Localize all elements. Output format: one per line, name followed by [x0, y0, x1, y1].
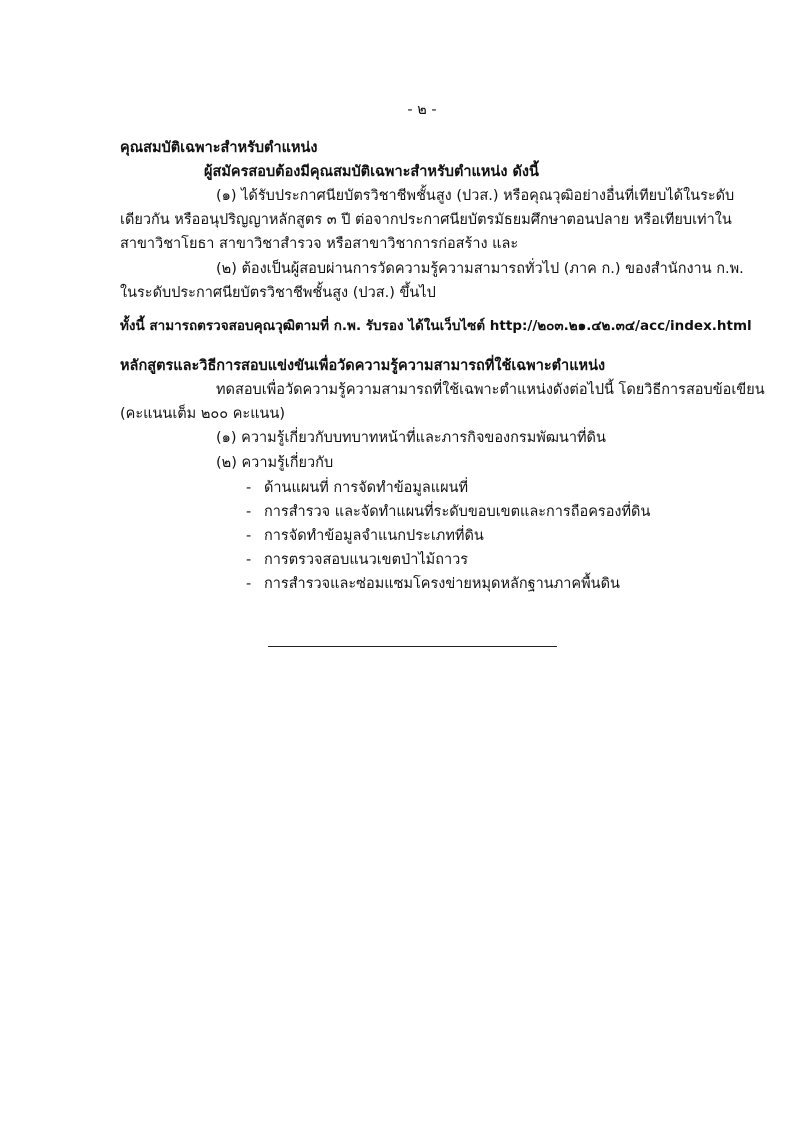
bullet-item: การสำรวจ และจัดทำแผนที่ระดับขอบเขตและการถือครองที่ดิน	[264, 504, 651, 520]
curriculum-intro-line-1: ทดสอบเพื่อวัดความรู้ความสามารถที่ใช้เฉพาะตำแหน่งดังต่อไปนี้ โดยวิธีการสอบข้อเขียน	[216, 382, 765, 398]
qualification-item-1-line-2: เดียวกัน หรืออนุปริญญาหลักสูตร ๓ ปี ต่อจากประกาศนียบัตรมัธยมศึกษาตอนปลาย หรือเทียบเท่าใน	[120, 212, 732, 228]
bullet-item: ด้านแผนที่ การจัดทำข้อมูลแผนที่	[264, 480, 469, 496]
qualification-item-2-line-1: (๒) ต้องเป็นผู้สอบผ่านการวัดความรู้ความสามารถทั่วไป (ภาค ก.) ของสำนักงาน ก.พ.	[216, 261, 744, 277]
bullet-item: การจัดทำข้อมูลจำแนกประเภทที่ดิน	[264, 528, 484, 544]
qualification-item-1-line-1: (๑) ได้รับประกาศนียบัตรวิชาชีพชั้นสูง (ปวส.) หรือคุณวุฒิอย่างอื่นที่เทียบได้ในระดับ	[216, 188, 735, 204]
qualifications-note: ทั้งนี้ สามารถตรวจสอบคุณวุฒิตามที่ ก.พ. รับรอง ได้ในเว็บไซต์ http://๒๐๓.๒๑.๔๒.๓๔/acc/index.html	[120, 318, 752, 334]
bullet-marker: -	[246, 504, 252, 520]
bullet-item: การสำรวจและซ่อมแซมโครงข่ายหมุดหลักฐานภาคพื้นดิน	[264, 576, 620, 592]
qualifications-heading: คุณสมบัติเฉพาะสำหรับตำแหน่ง	[120, 140, 318, 156]
curriculum-heading: หลักสูตรและวิธีการสอบแข่งขันเพื่อวัดความรู้ความสามารถที่ใช้เฉพาะตำแหน่ง	[120, 358, 606, 374]
bullet-item: การตรวจสอบแนวเขตป่าไม้ถาวร	[264, 552, 469, 568]
bullet-marker: -	[246, 480, 252, 496]
bullet-marker: -	[246, 576, 252, 592]
curriculum-item-2: (๒) ความรู้เกี่ยวกับ	[216, 455, 334, 471]
qualification-item-1-line-3: สาขาวิชาโยธา สาขาวิชาสำรวจ หรือสาขาวิชาการก่อสร้าง และ	[120, 236, 519, 252]
curriculum-item-1: (๑) ความรู้เกี่ยวกับบทบาทหน้าที่และภารกิจของกรมพัฒนาที่ดิน	[216, 430, 606, 446]
curriculum-intro-line-2: (คะแนนเต็ม ๒๐๐ คะแนน)	[120, 406, 286, 422]
bullet-marker: -	[246, 552, 252, 568]
qualification-item-2-line-2: ในระดับประกาศนียบัตรวิชาชีพชั้นสูง (ปวส.) ขึ้นไป	[120, 285, 436, 301]
end-divider-line	[268, 646, 557, 647]
bullet-marker: -	[246, 528, 252, 544]
qualifications-subheading: ผู้สมัครสอบต้องมีคุณสมบัติเฉพาะสำหรับตำแหน่ง ดังนี้	[204, 164, 539, 180]
page-number: - ๒ -	[407, 102, 437, 118]
